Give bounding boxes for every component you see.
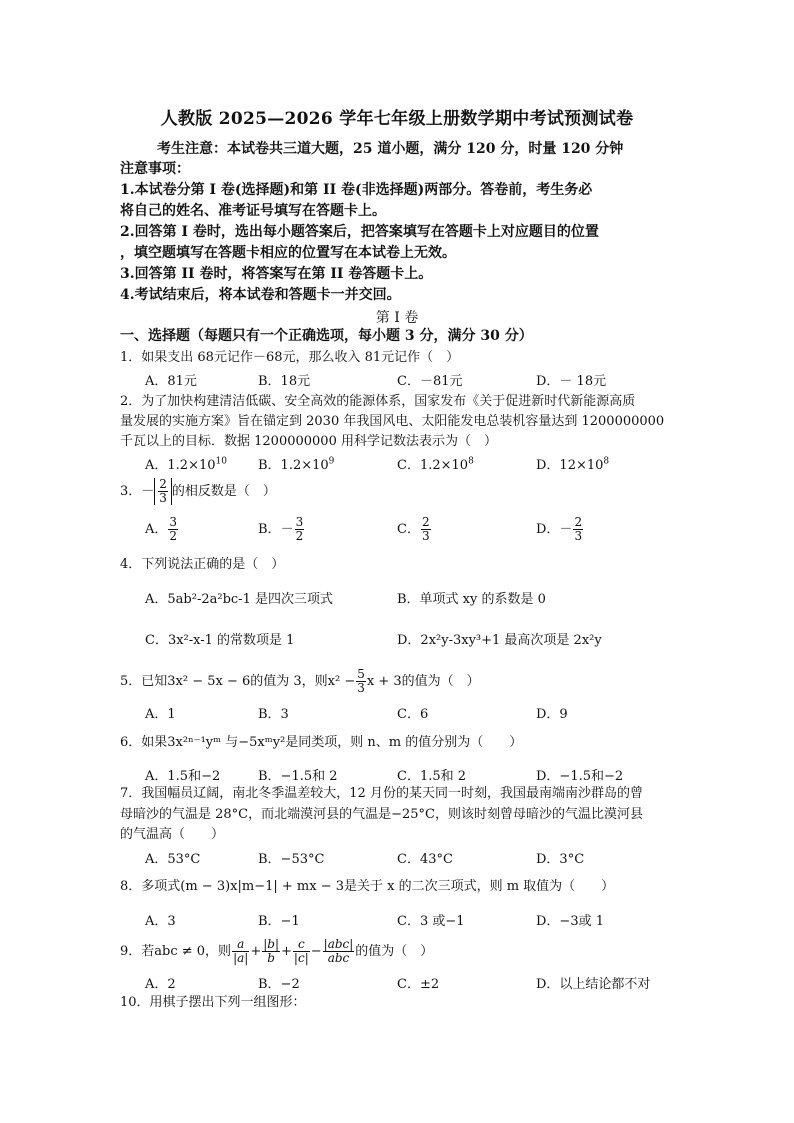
q8-option-b: B．−1 — [258, 914, 300, 929]
q7-option-c: C．43°C — [397, 852, 453, 867]
question-7-line: 母暗沙的气温是 28°C，而北端漠河县的气温是−25°C，则该时刻曾母暗沙的气温比漠河县 — [120, 807, 644, 822]
question-6-stem: 6．如果3x²ⁿ⁻¹yᵐ 与−5xᵐy²是同类项，则 n、m 的值分别为（ ） — [120, 735, 523, 750]
section-title: 第 I 卷 — [375, 310, 419, 326]
q7-option-d: D．3°C — [536, 852, 585, 867]
q1-option-c: C．－81元 — [397, 374, 463, 389]
q1-option-b: B．18元 — [258, 374, 311, 389]
q9-option-d: D．以上结论都不对 — [536, 977, 651, 992]
question-4-stem: 4．下列说法正确的是（ ） — [120, 557, 285, 572]
q4-option-c: C．3x²-x-1 的常数项是 1 — [145, 633, 295, 648]
question-2-line: 千瓦以上的目标．数据 1200000000 用科学记数法表示为（ ） — [120, 434, 497, 449]
rule-line: 将自己的姓名、准考证号填写在答题卡上。 — [120, 203, 386, 219]
rule-line: 3.回答第 II 卷时，将答案写在第 II 卷答题卡上。 — [120, 266, 433, 282]
q9-option-c: C．±2 — [397, 977, 440, 992]
question-9-stem: 9．若abc ≠ 0，则 $\frac{a}{|a|}$ + $\frac{|b|}{b}$ + $\frac{c}{|c|}$ − $\frac{\text{|abc|}}{\text{abc}}$ 的值为（ ） — [120, 937, 434, 965]
q8-option-c: C．3 或−1 — [397, 914, 465, 929]
q5-option-d: D．9 — [536, 707, 568, 722]
question-7-line: 的气温高（ ） — [120, 827, 225, 842]
q5-option-a: A．1 — [145, 707, 176, 722]
q9-option-b: B．−2 — [258, 977, 300, 992]
question-1-stem: 1．如果支出 68元记作－68元，那么收入 81元记作（ ） — [120, 350, 460, 365]
q6-option-b: B．−1.5和 2 — [258, 769, 338, 784]
q8-option-d: D．−3或 1 — [536, 914, 604, 929]
q7-option-a: A．53°C — [145, 852, 201, 867]
q5-option-b: B．3 — [258, 707, 289, 722]
question-5-stem: 5．已知3x² − 5x − 6的值为 3，则x² − $\frac{5}{3}$ x + 3的值为（ ） — [120, 667, 480, 695]
question-10-stem: 10．用棋子摆出下列一组图形： — [120, 995, 306, 1010]
page-title: 人教版 2025—2026 学年七年级上册数学期中考试预测试卷 — [160, 109, 634, 129]
attention-heading: 注意事项： — [120, 161, 190, 177]
exam-notice: 考生注意：本试卷共三道大题，25 道小题，满分 120 分，时量 120 分钟 — [157, 141, 624, 157]
q1-option-d: D．－ 18元 — [536, 374, 607, 389]
rule-line: 4.考试结束后，将本试卷和答题卡一并交回。 — [120, 287, 401, 303]
q8-option-a: A．3 — [145, 914, 176, 929]
q2-option-d: D．$12\times 10^8$ — [536, 456, 610, 473]
q4-option-b: B．单项式 xy 的系数是 0 — [397, 592, 546, 607]
q2-option-c: C．$1.2\times 10^8$ — [397, 456, 474, 473]
q2-option-a: A．$1.2\times 10^{10}$ — [145, 456, 227, 473]
q3-option-c: C． $\frac{2}{3}$ — [397, 515, 430, 543]
question-8-stem: 8．多项式(m − 3)x|m−1| + mx − 3是关于 x 的二次三项式，则 m 取值为（ ） — [120, 879, 615, 894]
q3-option-b: B．－ $\frac{3}{2}$ — [258, 515, 304, 543]
q9-option-a: A．2 — [145, 977, 176, 992]
q5-option-c: C．6 — [397, 707, 429, 722]
q4-option-a: A．5ab²-2a²bc-1 是四次三项式 — [145, 592, 333, 607]
rule-line: ，填空题填写在答题卡相应的位置写在本试卷上无效。 — [120, 245, 456, 261]
question-3-stem: 3．－ $\frac{2}{3}$ 的相反数是（ ） — [120, 477, 276, 505]
q3-option-d: D．－ $\frac{2}{3}$ — [536, 515, 583, 543]
q6-option-d: D．−1.5和−2 — [536, 769, 624, 784]
q4-option-d: D．2x²y-3xy³+1 最高次项是 2x²y — [397, 633, 602, 648]
q2-option-b: B．$1.2\times 10^9$ — [258, 456, 335, 473]
question-2-line: 量发展的实施方案》旨在锚定到 2030 年我国风电、太阳能发电总装机容量达到 1200000000 — [120, 414, 665, 429]
question-7-line: 7．我国幅员辽阔，南北冬季温差较大，12 月份的某天同一时刻，我国最南端南沙群岛的曾 — [120, 786, 643, 801]
part-heading: 一、选择题（每题只有一个正确选项，每小题 3 分，满分 30 分） — [120, 328, 533, 344]
rule-line: 1.本试卷分第 I 卷(选择题)和第 II 卷(非选择题)两部分。答卷前，考生务必 — [120, 182, 593, 198]
q7-option-b: B．−53°C — [258, 852, 325, 867]
q6-option-c: C．1.5和 2 — [397, 769, 467, 784]
rule-line: 2.回答第 I 卷时，选出每小题答案后，把答案填写在答题卡上对应题目的位置 — [120, 224, 599, 240]
q6-option-a: A．1.5和−2 — [145, 769, 221, 784]
question-2-line: 2．为了加快构建清洁低碳、安全高效的能源体系，国家发布《关于促进新时代新能源高质 — [120, 394, 636, 409]
q3-option-a: A． $\frac{3}{2}$ — [145, 515, 178, 543]
q1-option-a: A．81元 — [145, 374, 197, 389]
